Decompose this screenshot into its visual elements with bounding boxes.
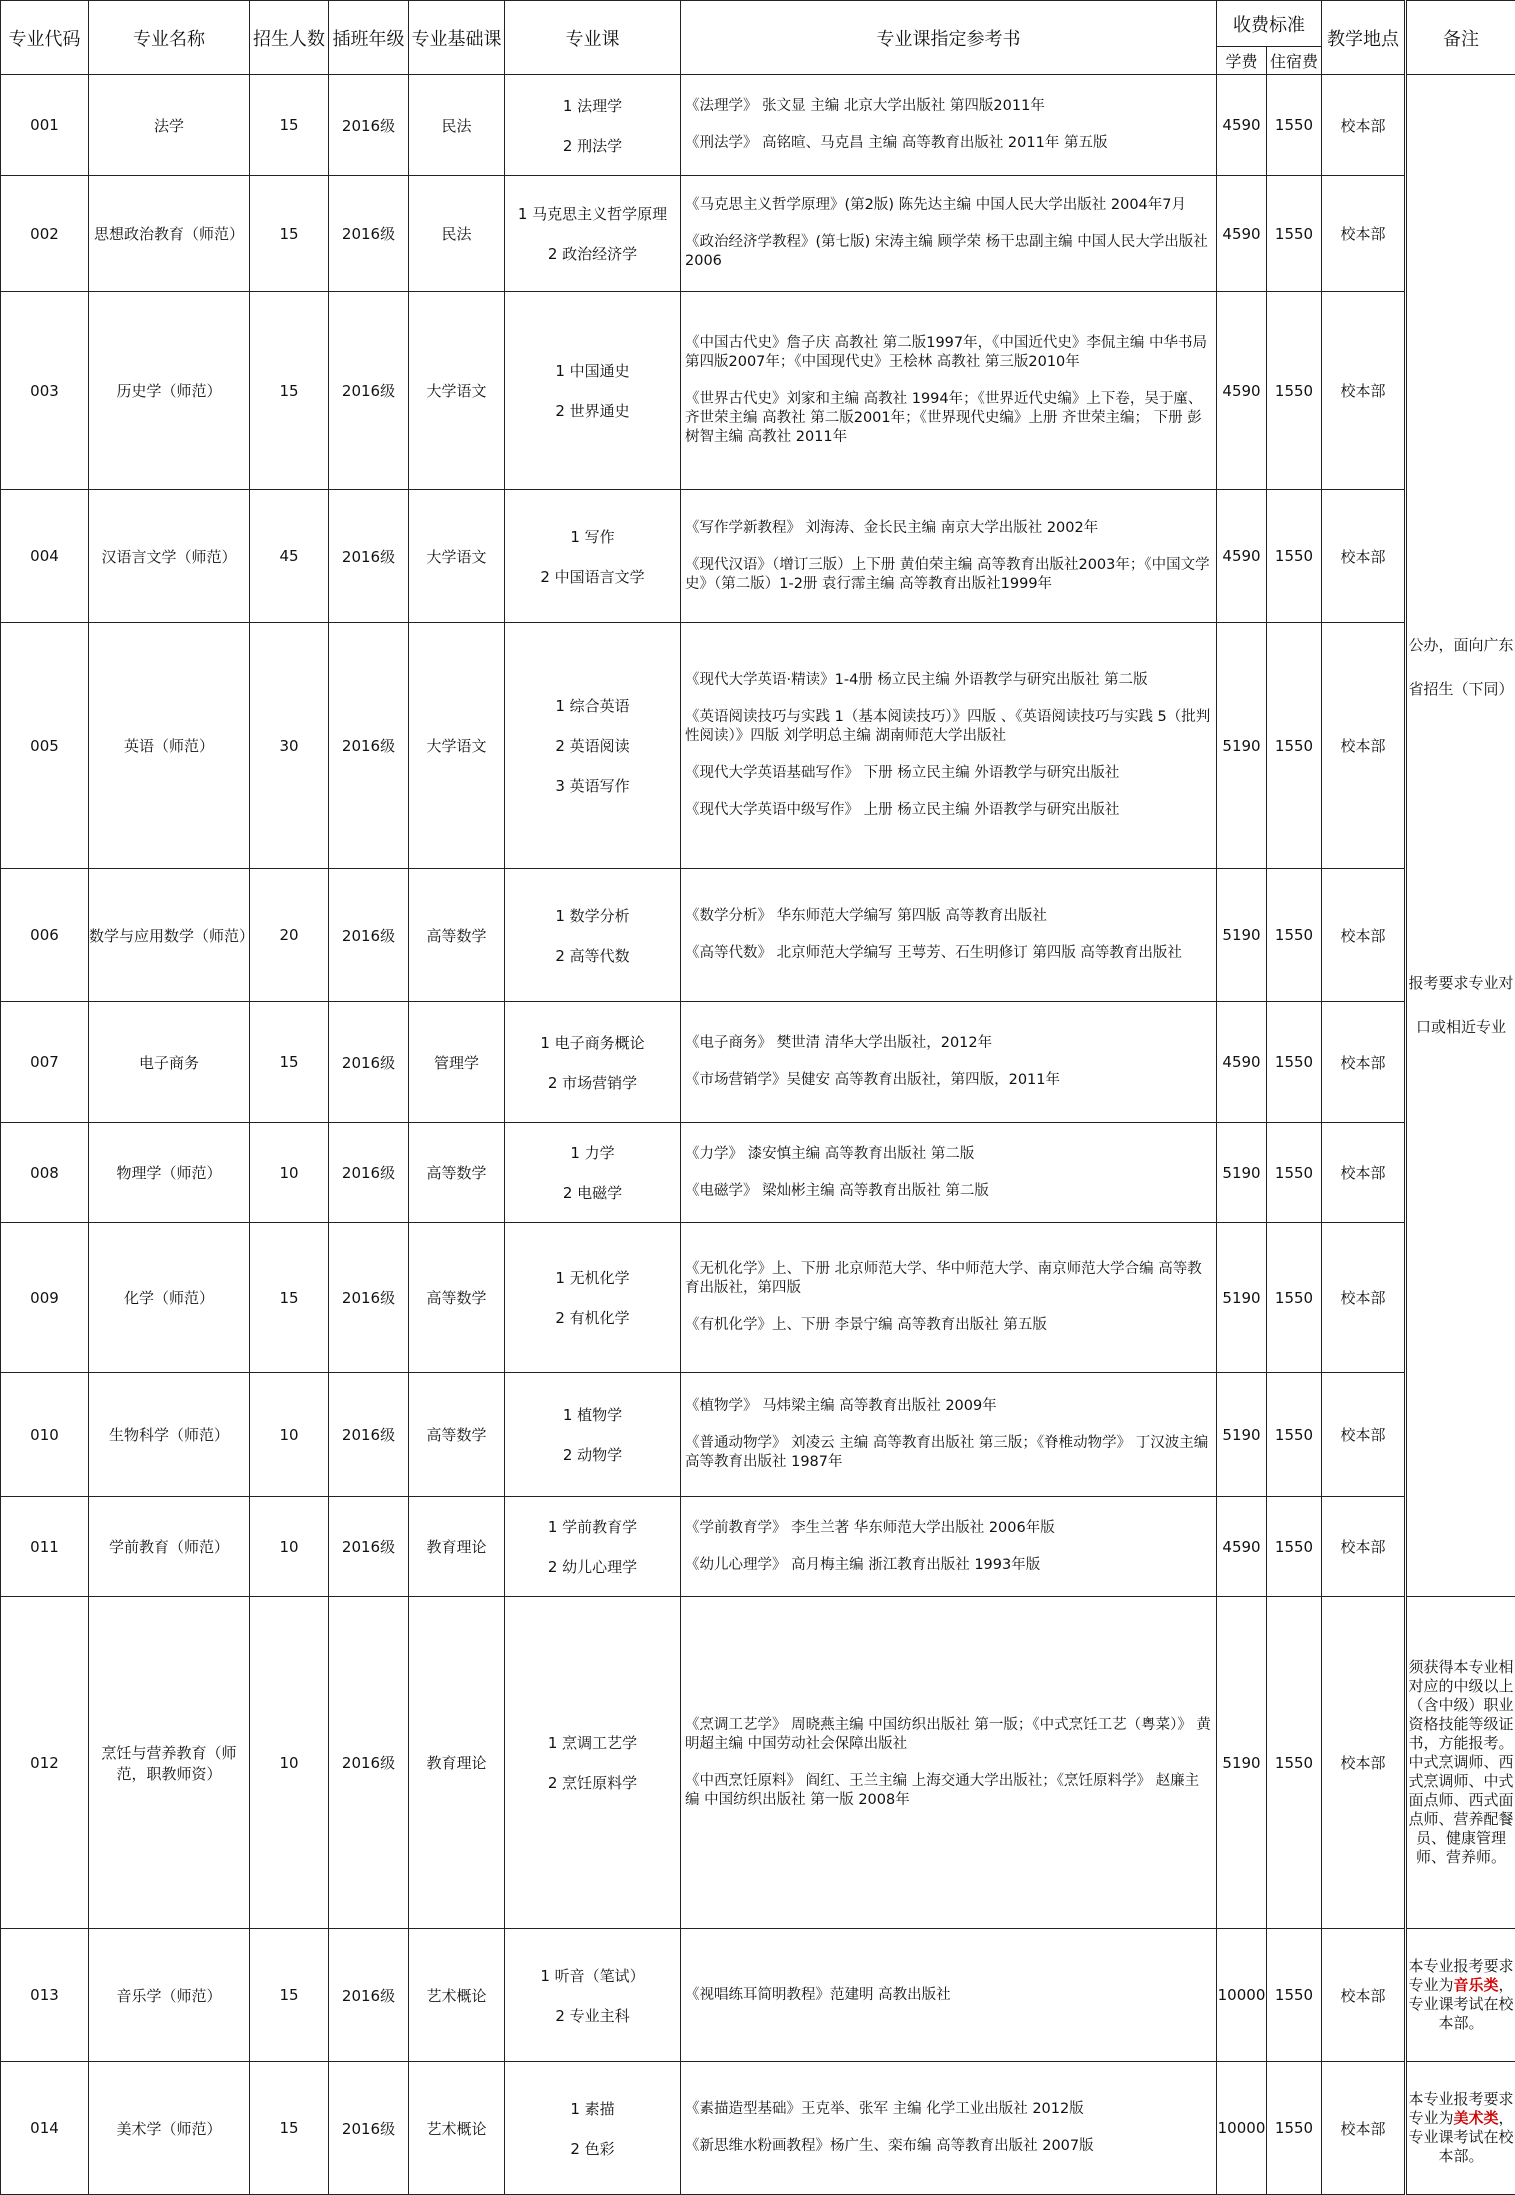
table-row	[1, 1929, 1515, 2062]
lodging-fee: 1550	[1267, 490, 1322, 623]
course-item: 1 中国通史	[505, 360, 680, 381]
lodging-fee: 1550	[1267, 1373, 1322, 1497]
table-row	[1, 869, 1515, 1002]
tuition-fee: 4590	[1217, 176, 1267, 292]
major-name: 生物科学（师范）	[89, 1373, 250, 1497]
remark-012: 须获得本专业相对应的中级以上（含中级）职业资格技能等级证书，方能报考。中式烹调师、西式烹调师、中式面点师、西式面点师、营养配餐员、健康管理师、营养师。	[1406, 1597, 1515, 1929]
header-count: 招生人数	[250, 1, 329, 75]
teaching-location: 校本部	[1322, 490, 1406, 623]
lodging-fee: 1550	[1267, 1597, 1322, 1929]
major-code: 004	[1, 490, 89, 623]
header-courses: 专业课	[505, 1, 681, 75]
remark-014	[1406, 2062, 1515, 2195]
foundation-course: 民法	[409, 75, 505, 176]
table-row	[1, 176, 1515, 292]
course-item: 1 力学	[505, 1142, 680, 1163]
courses-cell	[505, 1373, 681, 1497]
course-item: 3 英语写作	[505, 775, 680, 796]
books-cell	[681, 2062, 1217, 2195]
major-code: 014	[1, 2062, 89, 2195]
teaching-location: 校本部	[1322, 292, 1406, 490]
courses-cell	[505, 1223, 681, 1373]
course-item: 1 烹调工艺学	[505, 1732, 680, 1753]
remark-public	[1406, 75, 1515, 1597]
teaching-location: 校本部	[1322, 176, 1406, 292]
major-code: 005	[1, 623, 89, 869]
book-item: 《英语阅读技巧与实践 1（基本阅读技巧）》四版 、《英语阅读技巧与实践 5（批判性阅读）》四版 刘学明总主编 湖南师范大学出版社	[681, 703, 1216, 751]
header-tuition: 学费	[1217, 47, 1267, 75]
grade: 2016级	[329, 1123, 409, 1223]
table-row	[1, 623, 1515, 869]
enrollment-count: 15	[250, 292, 329, 490]
major-code: 007	[1, 1002, 89, 1123]
books-cell	[681, 1223, 1217, 1373]
foundation-course: 高等数学	[409, 1373, 505, 1497]
major-name: 法学	[89, 75, 250, 176]
remark-text: 本专业报考要求专业为	[1408, 2090, 1513, 2127]
teaching-location: 校本部	[1322, 1002, 1406, 1123]
grade: 2016级	[329, 869, 409, 1002]
course-item: 2 高等代数	[505, 945, 680, 966]
major-code: 009	[1, 1223, 89, 1373]
book-item: 《新思维水粉画教程》杨广生、栾布编 高等教育出版社 2007版	[681, 2132, 1216, 2161]
book-item: 《电子商务》 樊世清 清华大学出版社，2012年	[681, 1029, 1216, 1058]
courses-cell	[505, 1929, 681, 2062]
book-item: 《市场营销学》吴健安 高等教育出版社，第四版，2011年	[681, 1066, 1216, 1095]
table-row	[1, 292, 1515, 490]
table-row	[1, 1002, 1515, 1123]
book-item: 《视唱练耳简明教程》范建明 高教出版社	[681, 1981, 1216, 2010]
book-item: 《现代大学英语·精读》1-4册 杨立民主编 外语教学与研究出版社 第二版	[681, 666, 1216, 695]
major-code: 011	[1, 1497, 89, 1597]
enrollment-count: 15	[250, 176, 329, 292]
major-name: 学前教育（师范）	[89, 1497, 250, 1597]
remark-public-text: 公办，面向广东省招生（下同）	[1407, 623, 1515, 711]
teaching-location: 校本部	[1322, 2062, 1406, 2195]
books-cell	[681, 1497, 1217, 1597]
major-name: 化学（师范）	[89, 1223, 250, 1373]
remark-gap	[1407, 711, 1515, 961]
major-name: 音乐学（师范）	[89, 1929, 250, 2062]
lodging-fee: 1550	[1267, 1123, 1322, 1223]
course-item: 1 写作	[505, 526, 680, 547]
tuition-fee: 10000	[1217, 2062, 1267, 2195]
books-cell	[681, 490, 1217, 623]
book-item: 《数学分析》 华东师范大学编写 第四版 高等教育出版社	[681, 902, 1216, 931]
foundation-course: 大学语文	[409, 623, 505, 869]
book-item: 《政治经济学教程》(第七版) 宋涛主编 顾学荣 杨干忠副主编 中国人民大学出版社 2006	[681, 228, 1216, 276]
header-location: 教学地点	[1322, 1, 1406, 75]
book-item: 《素描造型基础》王克举、张军 主编 化学工业出版社 2012版	[681, 2095, 1216, 2124]
book-item: 《无机化学》上、下册 北京师范大学、华中师范大学、南京师范大学合编 高等教育出版社，第四版	[681, 1255, 1216, 1303]
table-row	[1, 1123, 1515, 1223]
grade: 2016级	[329, 292, 409, 490]
remark-013	[1406, 1929, 1515, 2062]
book-item: 《马克思主义哲学原理》(第2版) 陈先达主编 中国人民大学出版社 2004年7月	[681, 191, 1216, 220]
major-name: 历史学（师范）	[89, 292, 250, 490]
teaching-location: 校本部	[1322, 869, 1406, 1002]
courses-cell	[505, 176, 681, 292]
course-item: 2 专业主科	[505, 2005, 680, 2026]
course-item: 1 数学分析	[505, 905, 680, 926]
major-code: 010	[1, 1373, 89, 1497]
lodging-fee: 1550	[1267, 292, 1322, 490]
book-item: 《有机化学》上、下册 李景宁编 高等教育出版社 第五版	[681, 1311, 1216, 1340]
course-item: 1 法理学	[505, 95, 680, 116]
teaching-location: 校本部	[1322, 1929, 1406, 2062]
grade: 2016级	[329, 75, 409, 176]
enrollment-count: 10	[250, 1497, 329, 1597]
course-item: 1 素描	[505, 2098, 680, 2119]
course-item: 1 学前教育学	[505, 1516, 680, 1537]
major-name: 数学与应用数学（师范）	[89, 869, 250, 1002]
books-cell	[681, 292, 1217, 490]
courses-cell	[505, 75, 681, 176]
foundation-course: 高等数学	[409, 1223, 505, 1373]
grade: 2016级	[329, 1373, 409, 1497]
teaching-location: 校本部	[1322, 1597, 1406, 1929]
lodging-fee: 1550	[1267, 1497, 1322, 1597]
course-item: 1 听音（笔试）	[505, 1965, 680, 1986]
enrollment-count: 15	[250, 1002, 329, 1123]
major-code: 006	[1, 869, 89, 1002]
header-code: 专业代码	[1, 1, 89, 75]
book-item: 《现代汉语》（增订三版）上下册 黄伯荣主编 高等教育出版社2003年；《中国文学史》（第二版）1-2册 袁行霈主编 高等教育出版社1999年	[681, 551, 1216, 599]
lodging-fee: 1550	[1267, 623, 1322, 869]
foundation-course: 大学语文	[409, 490, 505, 623]
teaching-location: 校本部	[1322, 1497, 1406, 1597]
tuition-fee: 5190	[1217, 869, 1267, 1002]
tuition-fee: 4590	[1217, 490, 1267, 623]
foundation-course: 高等数学	[409, 869, 505, 1002]
course-item: 2 世界通史	[505, 400, 680, 421]
book-item: 《法理学》 张文显 主编 北京大学出版社 第四版2011年	[681, 92, 1216, 121]
course-item: 1 马克思主义哲学原理	[505, 203, 680, 224]
foundation-course: 艺术概论	[409, 2062, 505, 2195]
foundation-course: 大学语文	[409, 292, 505, 490]
courses-cell	[505, 2062, 681, 2195]
book-item: 《植物学》 马炜梁主编 高等教育出版社 2009年	[681, 1392, 1216, 1421]
tuition-fee: 5190	[1217, 623, 1267, 869]
major-code: 012	[1, 1597, 89, 1929]
book-item: 《中国古代史》詹子庆 高教社 第二版1997年，《中国近代史》李侃主编 中华书局 第四版2007年；《中国现代史》王桧林 高教社 第三版2010年	[681, 329, 1216, 377]
course-item: 2 色彩	[505, 2138, 680, 2159]
major-name: 思想政治教育（师范）	[89, 176, 250, 292]
enrollment-count: 10	[250, 1597, 329, 1929]
courses-cell	[505, 490, 681, 623]
table-row	[1, 1597, 1515, 1929]
tuition-fee: 4590	[1217, 1002, 1267, 1123]
tuition-fee: 10000	[1217, 1929, 1267, 2062]
grade: 2016级	[329, 1002, 409, 1123]
enrollment-count: 15	[250, 1929, 329, 2062]
book-item: 《现代大学英语中级写作》 上册 杨立民主编 外语教学与研究出版社	[681, 796, 1216, 825]
book-item: 《中西烹饪原料》 阎红、王兰主编 上海交通大学出版社；《烹饪原料学》 赵廉主编 中国纺织出版社 第一版 2008年	[681, 1767, 1216, 1815]
course-item: 2 政治经济学	[505, 243, 680, 264]
major-code: 001	[1, 75, 89, 176]
book-item: 《电磁学》 梁灿彬主编 高等教育出版社 第二版	[681, 1177, 1216, 1206]
course-item: 2 中国语言文学	[505, 566, 680, 587]
books-cell	[681, 1002, 1217, 1123]
tuition-fee: 4590	[1217, 75, 1267, 176]
courses-cell	[505, 869, 681, 1002]
course-item: 2 市场营销学	[505, 1072, 680, 1093]
header-remarks: 备注	[1406, 1, 1515, 75]
course-item: 2 刑法学	[505, 135, 680, 156]
books-cell	[681, 75, 1217, 176]
lodging-fee: 1550	[1267, 1002, 1322, 1123]
lodging-fee: 1550	[1267, 176, 1322, 292]
remark-highlight: 美术类	[1453, 2109, 1498, 2127]
courses-cell	[505, 623, 681, 869]
courses-cell	[505, 1123, 681, 1223]
enrollment-count: 15	[250, 1223, 329, 1373]
grade: 2016级	[329, 1597, 409, 1929]
lodging-fee: 1550	[1267, 869, 1322, 1002]
table-row	[1, 2062, 1515, 2195]
tuition-fee: 5190	[1217, 1223, 1267, 1373]
book-item: 《普通动物学》 刘凌云 主编 高等教育出版社 第三版；《脊椎动物学》 丁汉波主编 高等教育出版社 1987年	[681, 1429, 1216, 1477]
courses-cell	[505, 1002, 681, 1123]
course-item: 2 有机化学	[505, 1307, 680, 1328]
remark-highlight: 音乐类	[1453, 1976, 1498, 1994]
remark-text: ，专业课考试在校本部。	[1408, 1976, 1513, 2032]
teaching-location: 校本部	[1322, 623, 1406, 869]
header-books: 专业课指定参考书	[681, 1, 1217, 75]
foundation-course: 教育理论	[409, 1497, 505, 1597]
enrollment-count: 10	[250, 1373, 329, 1497]
major-name: 美术学（师范）	[89, 2062, 250, 2195]
header-name: 专业名称	[89, 1, 250, 75]
grade: 2016级	[329, 623, 409, 869]
remark-text: 本专业报考要求专业为	[1408, 1957, 1513, 1994]
foundation-course: 管理学	[409, 1002, 505, 1123]
books-cell	[681, 1123, 1217, 1223]
course-item: 1 植物学	[505, 1404, 680, 1425]
table-row	[1, 490, 1515, 623]
major-code: 013	[1, 1929, 89, 2062]
tuition-fee: 5190	[1217, 1373, 1267, 1497]
foundation-course: 民法	[409, 176, 505, 292]
table-row	[1, 1223, 1515, 1373]
course-item: 2 动物学	[505, 1444, 680, 1465]
grade: 2016级	[329, 1223, 409, 1373]
course-item: 2 幼儿心理学	[505, 1556, 680, 1577]
course-item: 2 烹饪原料学	[505, 1772, 680, 1793]
table-body	[1, 75, 1515, 2195]
courses-cell	[505, 1597, 681, 1929]
major-name: 英语（师范）	[89, 623, 250, 869]
lodging-fee: 1550	[1267, 75, 1322, 176]
books-cell	[681, 1373, 1217, 1497]
major-name: 物理学（师范）	[89, 1123, 250, 1223]
tuition-fee: 4590	[1217, 1497, 1267, 1597]
grade: 2016级	[329, 176, 409, 292]
major-code: 002	[1, 176, 89, 292]
tuition-fee: 5190	[1217, 1597, 1267, 1929]
books-cell	[681, 869, 1217, 1002]
book-item: 《世界古代史》刘家和主编 高教社 1994年；《世界近代史编》上下卷，吴于廑、齐世荣主编 高教社 第二版2001年；《世界现代史编》上册 齐世荣主编； 下册 彭树智主编 高教社 2011年	[681, 385, 1216, 452]
grade: 2016级	[329, 1929, 409, 2062]
book-item: 《幼儿心理学》 高月梅主编 浙江教育出版社 1993年版	[681, 1551, 1216, 1580]
book-item: 《现代大学英语基础写作》 下册 杨立民主编 外语教学与研究出版社	[681, 759, 1216, 788]
table-row	[1, 1497, 1515, 1597]
books-cell	[681, 1929, 1217, 2062]
courses-cell	[505, 292, 681, 490]
enrollment-count: 45	[250, 490, 329, 623]
header-foundation: 专业基础课	[409, 1, 505, 75]
course-item: 1 电子商务概论	[505, 1032, 680, 1053]
major-code: 003	[1, 292, 89, 490]
foundation-course: 教育理论	[409, 1597, 505, 1929]
grade: 2016级	[329, 2062, 409, 2195]
enrollment-count: 20	[250, 869, 329, 1002]
course-item: 1 无机化学	[505, 1267, 680, 1288]
lodging-fee: 1550	[1267, 1929, 1322, 2062]
table-row	[1, 75, 1515, 176]
book-item: 《烹调工艺学》 周晓燕主编 中国纺织出版社 第一版；《中式烹饪工艺（粤菜）》 黄明超主编 中国劳动社会保障出版社	[681, 1711, 1216, 1759]
grade: 2016级	[329, 1497, 409, 1597]
grade: 2016级	[329, 490, 409, 623]
course-item: 2 电磁学	[505, 1182, 680, 1203]
enrollment-count: 30	[250, 623, 329, 869]
enrollment-count: 10	[250, 1123, 329, 1223]
course-item: 2 英语阅读	[505, 735, 680, 756]
foundation-course: 高等数学	[409, 1123, 505, 1223]
courses-cell	[505, 1497, 681, 1597]
teaching-location: 校本部	[1322, 1373, 1406, 1497]
books-cell	[681, 1597, 1217, 1929]
enrollment-count: 15	[250, 2062, 329, 2195]
major-code: 008	[1, 1123, 89, 1223]
enrollment-count: 15	[250, 75, 329, 176]
header-fees: 收费标准	[1217, 1, 1322, 47]
major-name: 电子商务	[89, 1002, 250, 1123]
teaching-location: 校本部	[1322, 1123, 1406, 1223]
major-name: 烹饪与营养教育（师范，职教师资）	[89, 1597, 250, 1929]
book-item: 《高等代数》 北京师范大学编写 王萼芳、石生明修订 第四版 高等教育出版社	[681, 939, 1216, 968]
header-lodging: 住宿费	[1267, 47, 1322, 75]
book-item: 《刑法学》 高铭暄、马克昌 主编 高等教育出版社 2011年 第五版	[681, 129, 1216, 158]
course-item: 1 综合英语	[505, 695, 680, 716]
lodging-fee: 1550	[1267, 1223, 1322, 1373]
remark-text: ，专业课考试在校本部。	[1408, 2109, 1513, 2165]
lodging-fee: 1550	[1267, 2062, 1322, 2195]
tuition-fee: 4590	[1217, 292, 1267, 490]
table-row	[1, 1373, 1515, 1497]
major-name: 汉语言文学（师范）	[89, 490, 250, 623]
books-cell	[681, 623, 1217, 869]
foundation-course: 艺术概论	[409, 1929, 505, 2062]
teaching-location: 校本部	[1322, 1223, 1406, 1373]
book-item: 《学前教育学》 李生兰著 华东师范大学出版社 2006年版	[681, 1514, 1216, 1543]
books-cell	[681, 176, 1217, 292]
teaching-location: 校本部	[1322, 75, 1406, 176]
tuition-fee: 5190	[1217, 1123, 1267, 1223]
header-grade: 插班年级	[329, 1, 409, 75]
book-item: 《写作学新教程》 刘海涛、金长民主编 南京大学出版社 2002年	[681, 514, 1216, 543]
book-item: 《力学》 漆安慎主编 高等教育出版社 第二版	[681, 1140, 1216, 1169]
remark-requirement-text: 报考要求专业对口或相近专业	[1407, 961, 1515, 1049]
